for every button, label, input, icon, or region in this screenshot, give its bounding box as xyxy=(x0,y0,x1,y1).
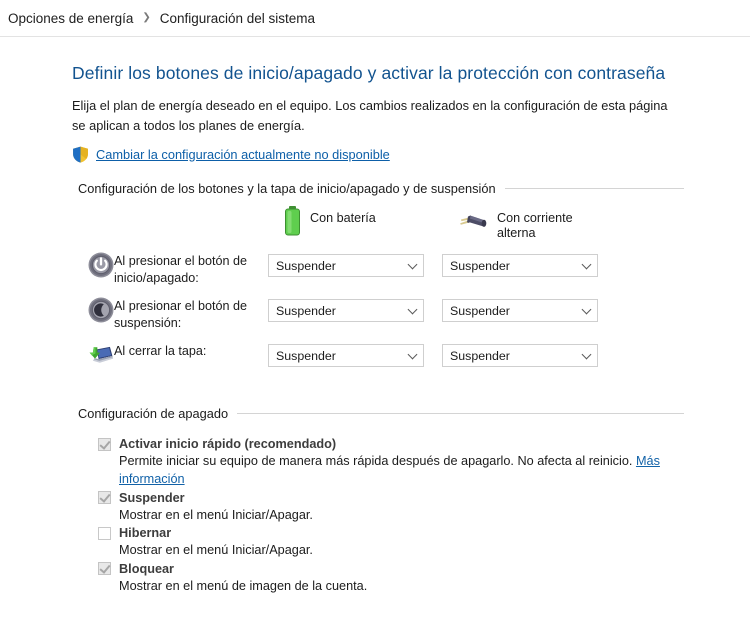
checkbox-row-fast-startup[interactable] xyxy=(98,437,750,451)
dropdown-sleep-button-battery[interactable] xyxy=(268,299,424,322)
chevron-down-icon xyxy=(582,304,592,314)
breadcrumb-item-system-settings[interactable]: Configuración del sistema xyxy=(159,10,316,26)
list-item xyxy=(98,526,750,559)
power-button-icon-wrap xyxy=(72,251,114,278)
content-area xyxy=(0,37,750,595)
chevron-down-icon xyxy=(408,304,418,314)
setting-row-sleep-button xyxy=(72,296,750,341)
dropdown-power-button-ac[interactable] xyxy=(442,254,598,277)
checkbox-row-sleep[interactable] xyxy=(98,491,750,505)
setting-label-sleep-button: Al presionar el botón de suspensión: xyxy=(114,299,248,330)
chevron-down-icon xyxy=(582,349,592,359)
chevron-down-icon xyxy=(408,349,418,359)
dropdown-close-lid-battery-value: Suspender xyxy=(276,348,336,363)
change-unavailable-settings-link[interactable]: Cambiar la configuración actualmente no disponible xyxy=(96,146,390,162)
breadcrumb xyxy=(0,0,750,37)
shutdown-options-list xyxy=(72,437,750,595)
chevron-down-icon xyxy=(582,259,592,269)
dropdown-close-lid-ac-value: Suspender xyxy=(450,348,510,363)
dropdown-cell-lid-ac xyxy=(442,341,616,367)
dropdown-cell-power-ac xyxy=(442,251,616,277)
dropdown-close-lid-battery[interactable] xyxy=(268,344,424,367)
change-settings-row[interactable] xyxy=(72,146,750,163)
checkbox-row-hibernate[interactable] xyxy=(98,526,750,540)
checkbox-fast-startup[interactable] xyxy=(98,438,111,451)
dropdown-cell-sleep-battery xyxy=(268,296,442,322)
breadcrumb-separator-icon: ❯ xyxy=(142,12,151,23)
checkbox-desc-fast-startup xyxy=(119,452,679,489)
uac-shield-icon xyxy=(72,146,89,163)
laptop-lid-icon-wrap xyxy=(72,341,114,368)
checkbox-desc-lock: Mostrar en el menú de imagen de la cuenta. xyxy=(119,578,368,593)
checkbox-desc-hibernate: Mostrar en el menú Iniciar/Apagar. xyxy=(119,543,313,558)
battery-icon xyxy=(284,206,301,236)
dropdown-cell-sleep-ac xyxy=(442,296,616,322)
dropdown-power-button-ac-value: Suspender xyxy=(450,258,510,273)
dropdown-cell-power-battery xyxy=(268,251,442,277)
dropdown-sleep-button-ac-value: Suspender xyxy=(450,303,510,318)
laptop-lid-icon xyxy=(88,342,114,368)
buttons-section-title: Configuración de los botones y la tapa de inicio/apagado y de suspensión xyxy=(78,180,496,196)
checkbox-sleep[interactable] xyxy=(98,491,111,504)
shutdown-section xyxy=(72,406,750,595)
sleep-button-icon-wrap xyxy=(72,296,114,323)
dropdown-close-lid-ac[interactable] xyxy=(442,344,598,367)
dropdown-power-button-battery-value: Suspender xyxy=(276,258,336,273)
sleep-button-icon xyxy=(88,297,114,323)
checkbox-label-lock: Bloquear xyxy=(119,561,174,576)
checkbox-desc-sleep: Mostrar en el menú Iniciar/Apagar. xyxy=(119,507,313,522)
section-divider xyxy=(505,188,684,189)
checkbox-hibernate[interactable] xyxy=(98,527,111,540)
setting-label-power-button: Al presionar el botón de inicio/apagado: xyxy=(114,254,248,285)
checkbox-label-hibernate: Hibernar xyxy=(119,526,172,541)
setting-row-power-button xyxy=(72,251,750,296)
power-button-icon xyxy=(88,252,114,278)
column-header-battery xyxy=(284,210,458,242)
dropdown-sleep-button-ac[interactable] xyxy=(442,299,598,322)
more-info-link[interactable]: Más información xyxy=(119,454,660,487)
column-header-ac xyxy=(458,210,632,242)
desc-text: Permite iniciar su equipo de manera más rápida después de apagarlo. No afecta al reinicio. xyxy=(119,454,636,468)
checkbox-row-lock[interactable] xyxy=(98,562,750,576)
dropdown-cell-lid-battery xyxy=(268,341,442,367)
settings-rows xyxy=(72,251,750,386)
column-header-ac-label: Con corriente alterna xyxy=(497,210,573,241)
page-title: Definir los botones de inicio/apagado y activar la protección con contraseña xyxy=(72,63,666,83)
dropdown-sleep-button-battery-value: Suspender xyxy=(276,303,336,318)
checkbox-label-sleep: Suspender xyxy=(119,490,185,505)
breadcrumb-item-power-options[interactable]: Opciones de energía xyxy=(8,10,134,26)
checkbox-label-fast-startup: Activar inicio rápido (recomendado) xyxy=(119,437,337,451)
column-headers xyxy=(72,210,750,242)
list-item xyxy=(98,562,750,595)
shutdown-section-header xyxy=(78,406,684,421)
chevron-down-icon xyxy=(408,259,418,269)
list-item xyxy=(98,491,750,524)
page-description: Elija el plan de energía deseado en el equipo. Los cambios realizados en la configuración de esta página se aplican a todos los planes de energía. xyxy=(72,97,668,133)
list-item xyxy=(98,437,750,489)
column-header-battery-label: Con batería xyxy=(310,210,376,225)
shutdown-section-title: Configuración de apagado xyxy=(78,406,229,421)
dropdown-power-button-battery[interactable] xyxy=(268,254,424,277)
buttons-section-header xyxy=(78,181,684,196)
setting-label-close-lid: Al cerrar la tapa: xyxy=(114,344,207,358)
power-plug-icon xyxy=(458,212,488,234)
checkbox-lock[interactable] xyxy=(98,562,111,575)
section-divider xyxy=(237,413,684,414)
setting-row-close-lid xyxy=(72,341,750,386)
